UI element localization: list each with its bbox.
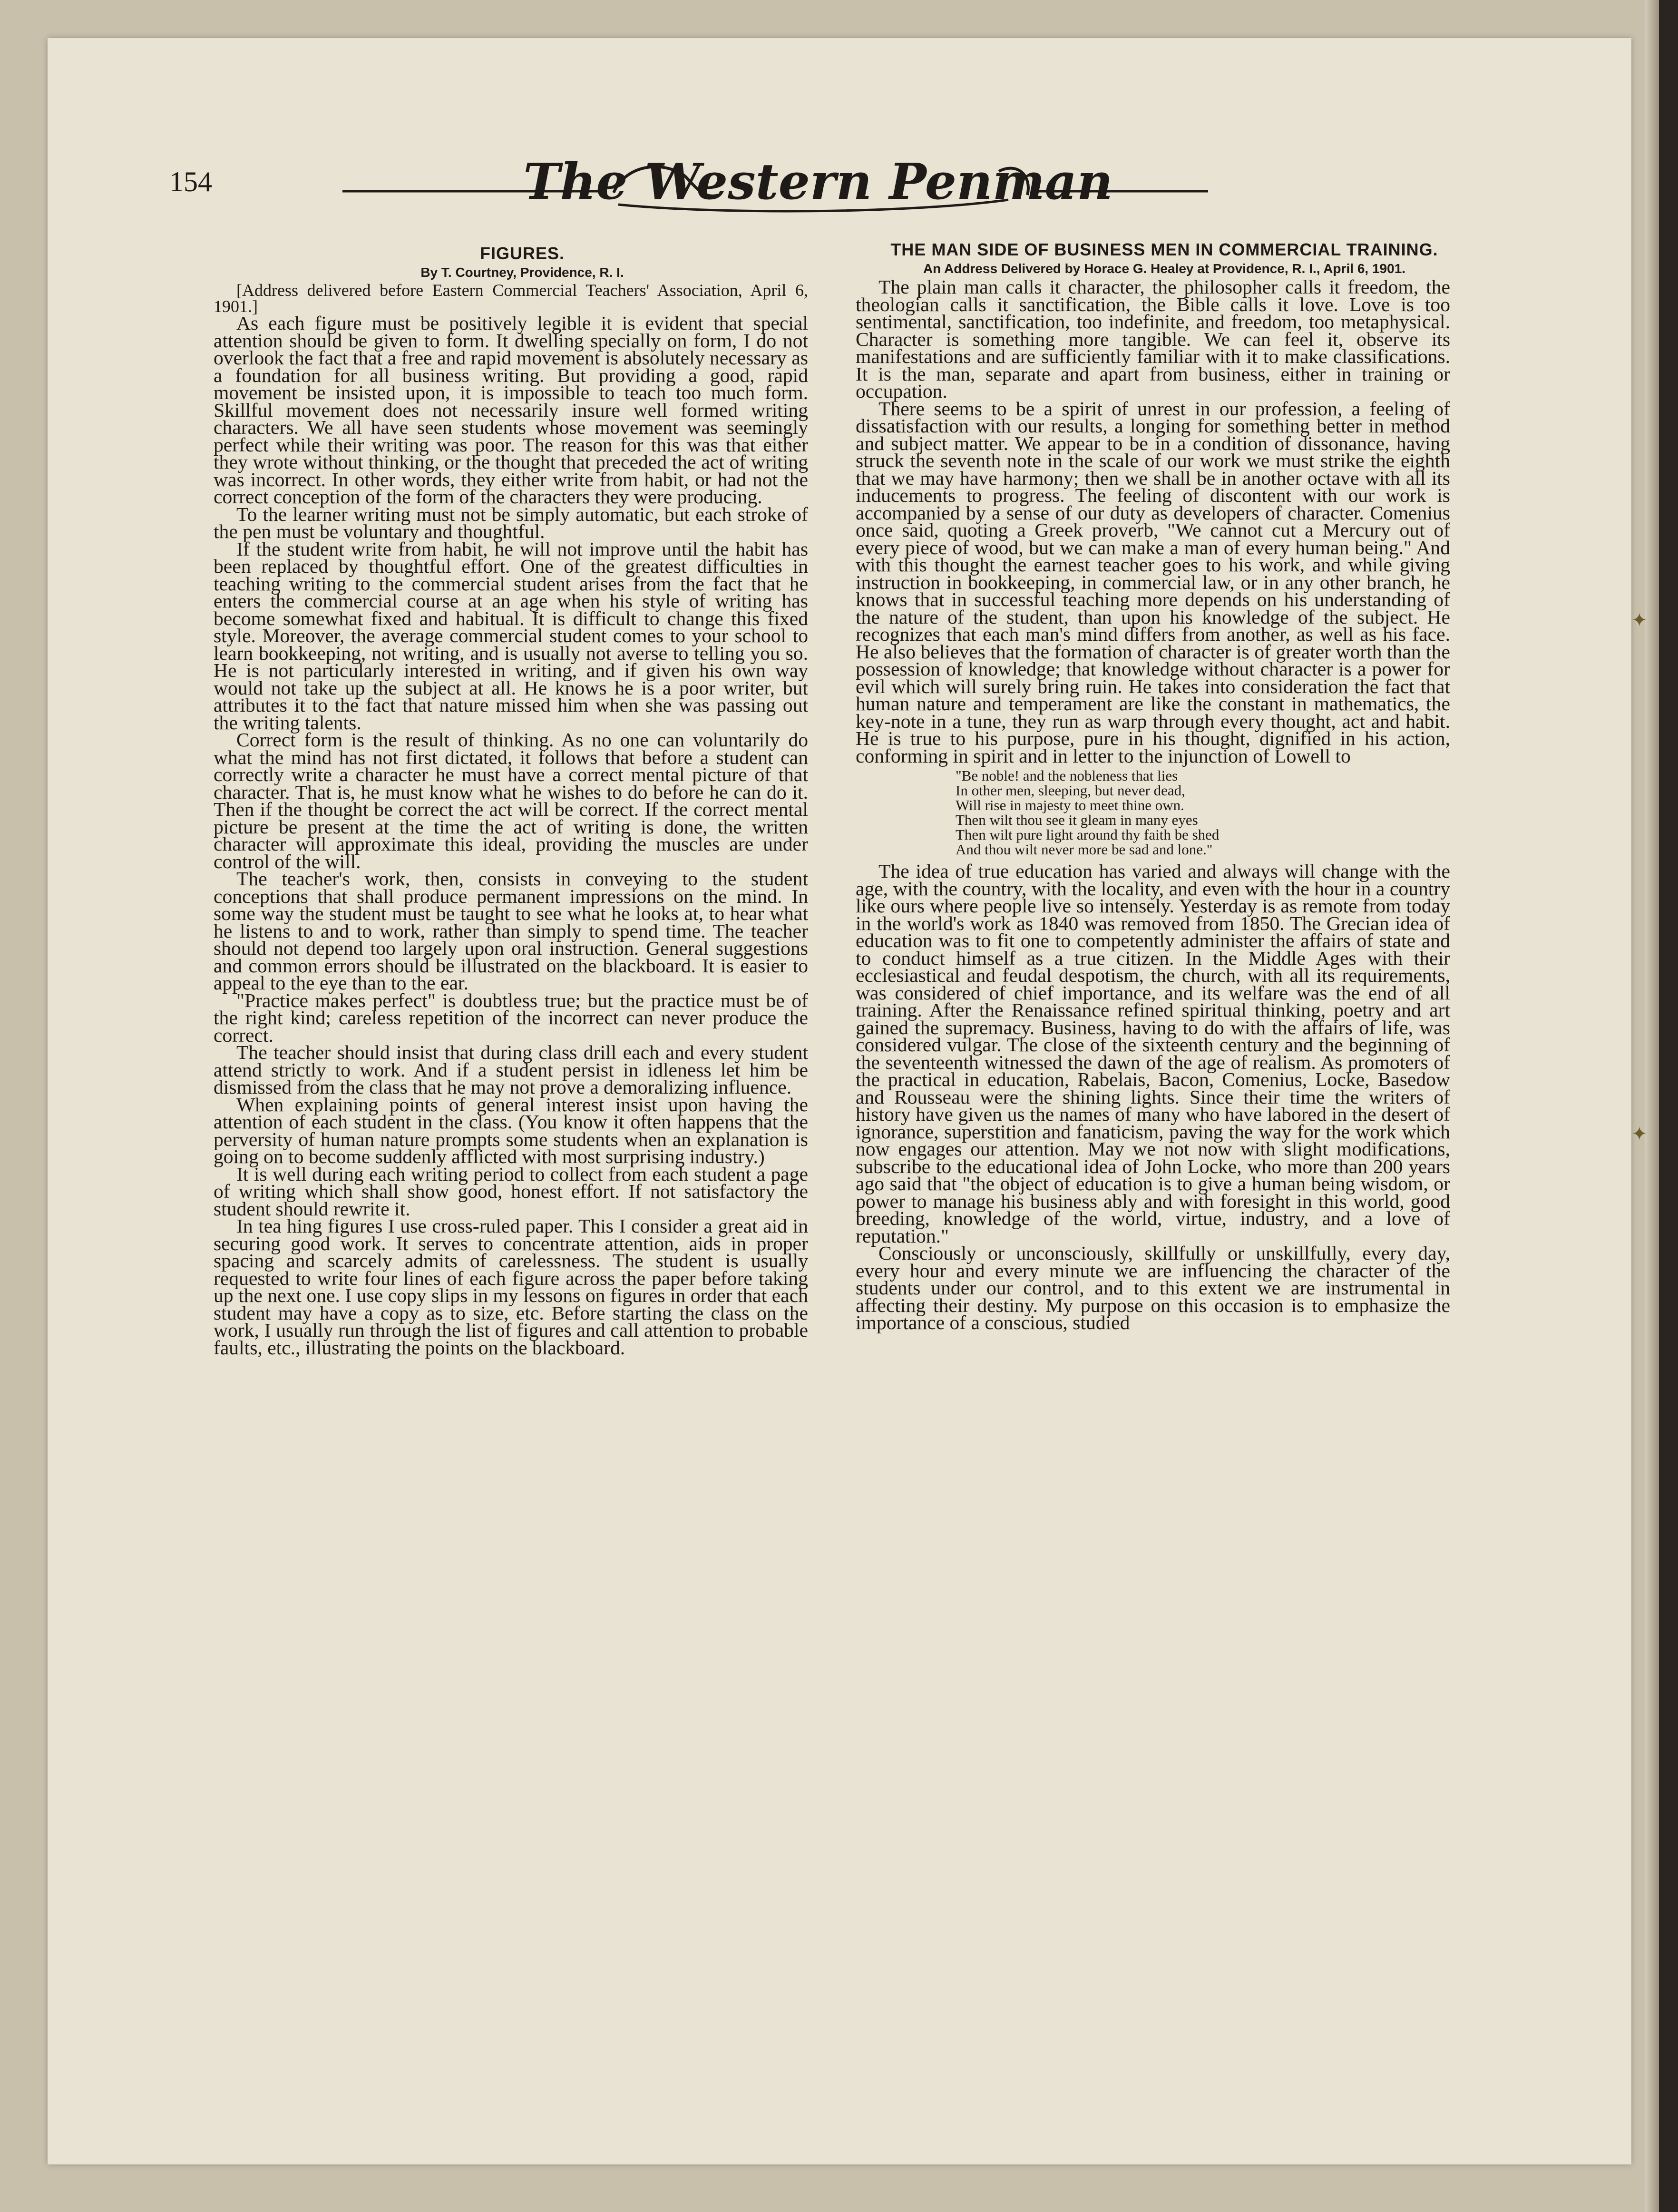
article-paragraph: The teacher's work, then, consists in conveying to the student conceptions that shall produce permanent impressions on the mind. In some way the student must be taught to see what he looks at, to hear what he listens to and to work, rather than simply to spend time. The teacher should not depend too largely upon oral instruction. General suggestions and common errors should be illustrated on the blackboard. It is easier to appeal to the eye than to the ear. <box>214 868 808 994</box>
article-paragraph: The teacher should insist that during class drill each and every student attend strictly to work. And if a student persist in idleness let him be dismissed from the class that he may not prove a demoralizing influence. <box>214 1041 808 1098</box>
article-paragraph: If the student write from habit, he will not improve until the habit has been replaced by thoughtful effort. One of the greatest difficulties in teaching writing to the commercial student arises from the fact that he enters the commercial course at an age when his style of writing has become somewhat fixed and habitual. It is difficult to change this fixed style. Moreover, the average commercial student comes to your school to learn bookkeeping, not writing, and is usually not averse to telling you so. He is not particularly interested in writing, and if given his own way would not take up the subject at all. He knows he is a poor writer, but attributes it to the fact that nature missed him when she was passing out the writing talents. <box>214 538 808 734</box>
masthead-text: The Western Penman <box>523 152 1113 211</box>
article-paragraph: It is well during each writing period to collect from each student a page of writing which shall show good, honest effort. If not satisfactory the student should rewrite it. <box>214 1163 808 1220</box>
margin-mark: ✦ <box>1631 1123 1648 1145</box>
article-paragraph: As each figure must be positively legible it is evident that special attention should be given to form. It dwelling specially on form, I do not overlook the fact that a free and rapid movement is absolutely necessary as a foundation for all business writing. But providing a good, rapid movement be insisted upon, it is impossible to teach too much form. Skillful movement does not necessarily insure well formed writing characters. We all have seen students whose movement was seemingly perfect while their writing was poor. The reason for this was that either they wrote without thinking, or the thought that preceded the act of writing was incorrect. In other words, they either write from habit, or had not the correct conception of the form of the characters they were producing. <box>214 312 808 508</box>
page-edge-shadow <box>1645 0 1659 2212</box>
poem-line: In other men, sleeping, but never dead, <box>956 782 1185 799</box>
right-byline: An Address Delivered by Horace G. Healey at Providence, R. I., April 6, 1901. <box>923 261 1406 276</box>
masthead-logo <box>285 143 1237 219</box>
book-spine <box>1659 0 1678 2212</box>
article-paragraph: The idea of true education has varied and always will change with the age, with the country, with the locality, and even with the hour in a country like ours where people live so intensely. Yesterday is as remote from today in the world's work as 1840 was removed from 1850. The Grecian idea of education was to fit one to competently administer the affairs of state and to conduct himself as a true citizen. In the Middle Ages with their ecclesiastical and feudal despotism, the church, with all its requirements, was considered of chief importance, and its welfare was the end of all training. After the Renaissance refined spiritual thinking, poetry and art gained the supremacy. Business, having to do with the affairs of life, was considered vulgar. The close of the sixteenth century and the beginning of the seventeenth witnessed the dawn of the age of realism. As promoters of the practical in education, Rabelais, Bacon, Comenius, Locke, Basedow and Rousseau were the shining lights. Since their time the writers of history have given us the names of many who have labored in the desert of ignorance, superstition and fanaticism, paving the way for the work which now engages our attention. May we not now with slight modifications, subscribe to the educational idea of John Locke, who more than 200 years ago said that "the object of education is to give a human being wisdom, or power to manage his business ably and with foresight in this world, good breeding, knowledge of the world, virtue, industry, and a love of reputation." <box>856 860 1450 1247</box>
right-headline: THE MAN SIDE OF BUSINESS MEN IN COMMERCIAL TRAINING. <box>890 240 1438 259</box>
poem-line: "Be noble! and the nobleness that lies <box>956 767 1178 784</box>
right-column <box>856 240 1450 2134</box>
poem-line: Then wilt thou see it gleam in many eyes <box>956 812 1198 828</box>
left-column <box>214 240 808 2134</box>
poem-line: Will rise in majesty to meet thine own. <box>956 797 1184 813</box>
article-paragraph: The plain man calls it character, the philosopher calls it freedom, the theologian calls it sanctification, the Bible calls it love. Love is too sentimental, sanctification, too indefinite, and freedom, too metaphysical. Character is something more tangible. We can feel it, observe its manifestations and are sufficiently familiar with it to make classifications. It is the man, separate and apart from business, either in training or occupation. <box>856 276 1450 402</box>
article-paragraph: There seems to be a spirit of unrest in our profession, a feeling of dissatisfaction with our results, a longing for something better in method and subject matter. We appear to be in a condition of dissonance, having struck the seventh note in the scale of our work we must strike the eighth that we may have harmony; then we shall be in another octave with all its inducements to progress. The feeling of discontent with our work is accompanied by a sense of our duty as developers of character. Comenius once said, quoting a Greek proverb, "We cannot cut a Mercury out of every piece of wood, but we can make a man of every human being." And with this thought the earnest teacher goes to his work, and while giving instruction in bookkeeping, in commercial law, or in any other branch, he knows that in successful teaching more depends on his understanding of the nature of the student, than upon his knowledge of the subject. He recognizes that each man's mind differs from another, as well as his face. He also believes that the formation of character is of greater worth than the possession of knowledge; that knowledge without character is a power for evil which will surely bring ruin. He takes into consideration the fact that human nature and temperament are like the constant in mathematics, the key-note in a tune, they run as warp through every thought, act and habit. He is true to his purpose, pure in his thought, dignified in his action, conforming in spirit and in letter to the injunction of Lowell to <box>856 397 1450 767</box>
article-paragraph: "Practice makes perfect" is doubtless true; but the practice must be of the right kind; careless repetition of the incorrect can never produce the correct. <box>214 989 808 1046</box>
article-paragraph: To the learner writing must not be simply automatic, but each stroke of the pen must be voluntary and thoughtful. <box>214 503 808 542</box>
article-paragraph: When explaining points of general interest insist upon having the attention of each student in the class. (You know it often happens that the perversity of human nature prompts some students when an explanation is going on to become suddenly afflicted with most surprising industry.) <box>214 1093 808 1167</box>
left-note: [Address delivered before Eastern Commercial Teachers' Association, April 6, 1901.] <box>214 281 808 316</box>
article-paragraph: Consciously or unconsciously, skillfully or unskillfully, every day, every hour and every minute we are influencing the character of the students under our control, and to this extent we are instrumental in affecting their destiny. My purpose on this occasion is to emphasize the importance of a conscious, studied <box>856 1242 1450 1333</box>
left-headline: FIGURES. <box>479 244 565 263</box>
poem-quote <box>956 768 1450 857</box>
poem-line: Then wilt pure light around thy faith be shed <box>956 826 1219 843</box>
margin-mark: ✦ <box>1631 609 1648 631</box>
article-paragraph: In tea hing figures I use cross-ruled paper. This I consider a great aid in securing good work. It serves to concentrate attention, aids in proper spacing and scarcely admits of carelessness. The student is usually requested to write four lines of each figure across the paper before taking up the next one. I use copy slips in my lessons on figures in order that each student may have a copy as to size, etc. Before starting the class on the work, I usually run through the list of figures and call attention to probable faults, etc., illustrating the points on the blackboard. <box>214 1215 808 1359</box>
article-paragraph: Correct form is the result of thinking. As no one can voluntarily do what the mind has not first dictated, it follows that before a student can correctly write a character he must have a correct mental picture of that character. That is, he must know what he wishes to do before he can do it. Then if the thought be correct the act will be correct. If the correct mental picture be present at the time the act of writing is done, the written character will approximate this ideal, providing the muscles are under control of the will. <box>214 729 808 872</box>
left-byline: By T. Courtney, Providence, R. I. <box>420 265 624 280</box>
page-number: 154 <box>169 166 212 197</box>
poem-line: And thou wilt never more be sad and lone." <box>956 841 1213 858</box>
